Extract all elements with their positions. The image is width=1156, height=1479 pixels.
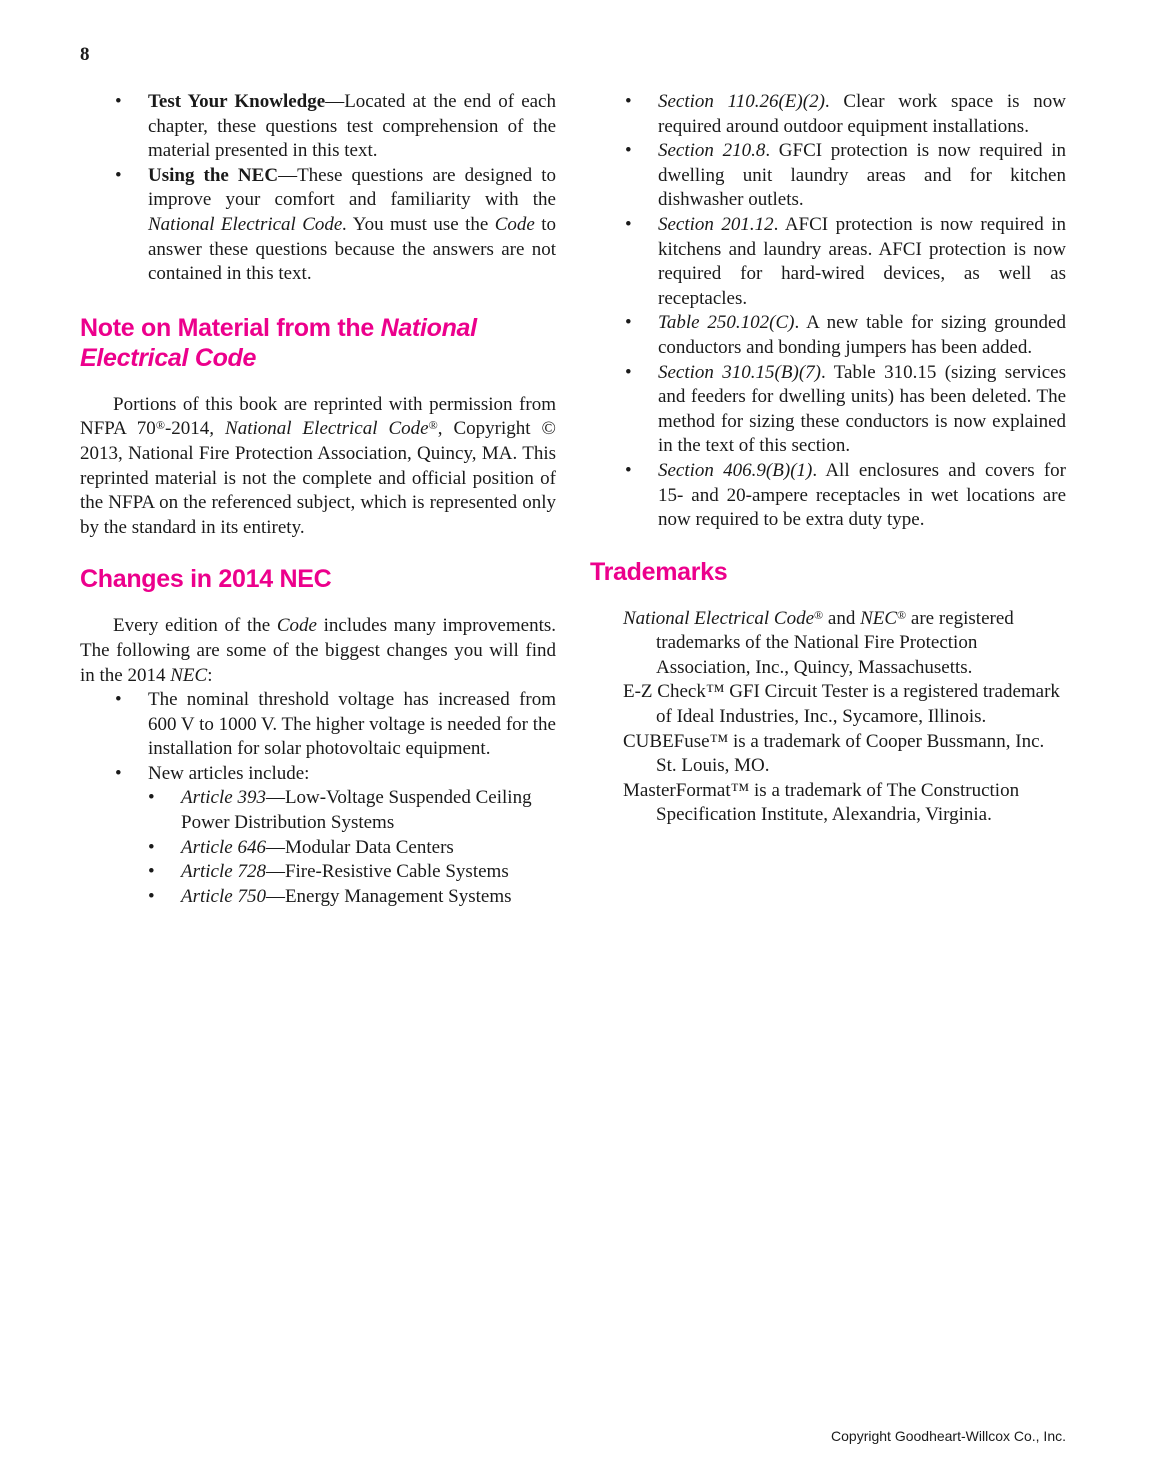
- page-number: 8: [80, 44, 90, 65]
- list-item: • Table 250.102(C). A new table for sizing grounded conductors and bonding jumpers has been added.: [590, 311, 1066, 360]
- bullet-text: to answer these questions because the answers are not contained in this text.: [148, 213, 557, 285]
- changes-continued-list: [590, 90, 1066, 533]
- section-heading-trademarks: Trademarks: [590, 557, 728, 586]
- trademark-entry: National Electrical Code® and NEC® are registered trademarks of the National Fire Protection Association, Inc., Quincy, Massachusetts.: [623, 607, 1014, 678]
- list-item: [80, 90, 556, 164]
- list-item: • Section 406.9(B)(1). All enclosures and covers for 15- and 20-ampere receptacles in wet locations are now required to be extra duty type.: [590, 459, 1066, 533]
- list-item: • Section 201.12. AFCI protection is now required in kitchens and laundry areas. AFCI protection is now required for hard-wired devices, as well as receptacles.: [590, 213, 1066, 311]
- list-item: • Section 310.15(B)(7). Table 310.15 (sizing services and feeders for dwelling units) has been deleted. The method for sizing these conductors is now explained in the text of this section.: [590, 361, 1066, 459]
- list-item: • Article 728—Fire-Resistive Cable Systems: [148, 860, 556, 885]
- bullet-text: You must use the: [347, 213, 495, 235]
- bullet-italic: National Electrical Code.: [148, 213, 348, 235]
- bullet-text: —Located at the end of each chapter, these questions test comprehension of the material presented in this text.: [148, 91, 556, 162]
- list-item: • Article 393—Low-Voltage Suspended Ceiling Power Distribution Systems: [148, 786, 556, 835]
- intro-bullet-list: [80, 90, 556, 287]
- bullet-term: Test Your Knowledge: [148, 91, 326, 112]
- bullet-text: —These questions are designed to improve your comfort and familiarity with the: [148, 164, 557, 211]
- bullet-italic: Code: [494, 213, 535, 235]
- list-item: • Article 646—Modular Data Centers: [148, 836, 556, 861]
- trademark-entry: E-Z Check™ GFI Circuit Tester is a registered trademark of Ideal Industries, Inc., Sycamore, Illinois.: [623, 681, 1060, 728]
- trademarks-list: [590, 607, 1066, 828]
- list-item: • The nominal threshold voltage has increased from 600 V to 1000 V. The higher voltage is needed for the installation for solar photovoltaic equipment.: [80, 688, 556, 762]
- list-item: • New articles include: • Article 393—Low-Voltage Suspended Ceiling Power Distribution Systems • Article 646—Modular Data Centers • Article 728—Fire-Resistive Cable Systems • Article 750—Energy Management Systems: [80, 762, 556, 910]
- list-item: • Section 210.8. GFCI protection is now required in dwelling unit laundry areas and for kitchen dishwasher outlets.: [590, 139, 1066, 213]
- right-column: [590, 90, 1066, 828]
- left-column: [80, 90, 556, 909]
- bullet-term: Using the NEC: [148, 164, 279, 186]
- note-paragraph: Portions of this book are reprinted with permission from NFPA 70®-2014, National Electrical Code®, Copyright © 2013, National Fire Protection Association, Quincy, MA. This reprinted material is not the complete and official position of the NFPA on the referenced subject, which is represented only by the standard in its entirety.: [80, 393, 556, 538]
- trademark-entry: CUBEFuse™ is a trademark of Cooper Bussmann, Inc. St. Louis, MO.: [623, 730, 1045, 777]
- changes-paragraph: Every edition of the Code includes many improvements. The following are some of the biggest changes you will find in the 2014 NEC:: [80, 615, 556, 686]
- list-item: [80, 164, 556, 287]
- section-heading-changes: Changes in 2014 NEC: [80, 565, 332, 594]
- changes-bullet-list: [80, 688, 556, 909]
- section-heading-note: Note on Material from the National Electrical Code: [80, 313, 477, 372]
- list-item: • Article 750—Energy Management Systems: [148, 885, 556, 910]
- trademark-entry: MasterFormat™ is a trademark of The Construction Specification Institute, Alexandria, Virginia.: [623, 779, 1020, 826]
- list-item: • Section 110.26(E)(2). Clear work space is now required around outdoor equipment installations.: [590, 90, 1066, 139]
- articles-list: [148, 786, 556, 909]
- copyright-footer: Copyright Goodheart-Willcox Co., Inc.: [831, 1428, 1066, 1444]
